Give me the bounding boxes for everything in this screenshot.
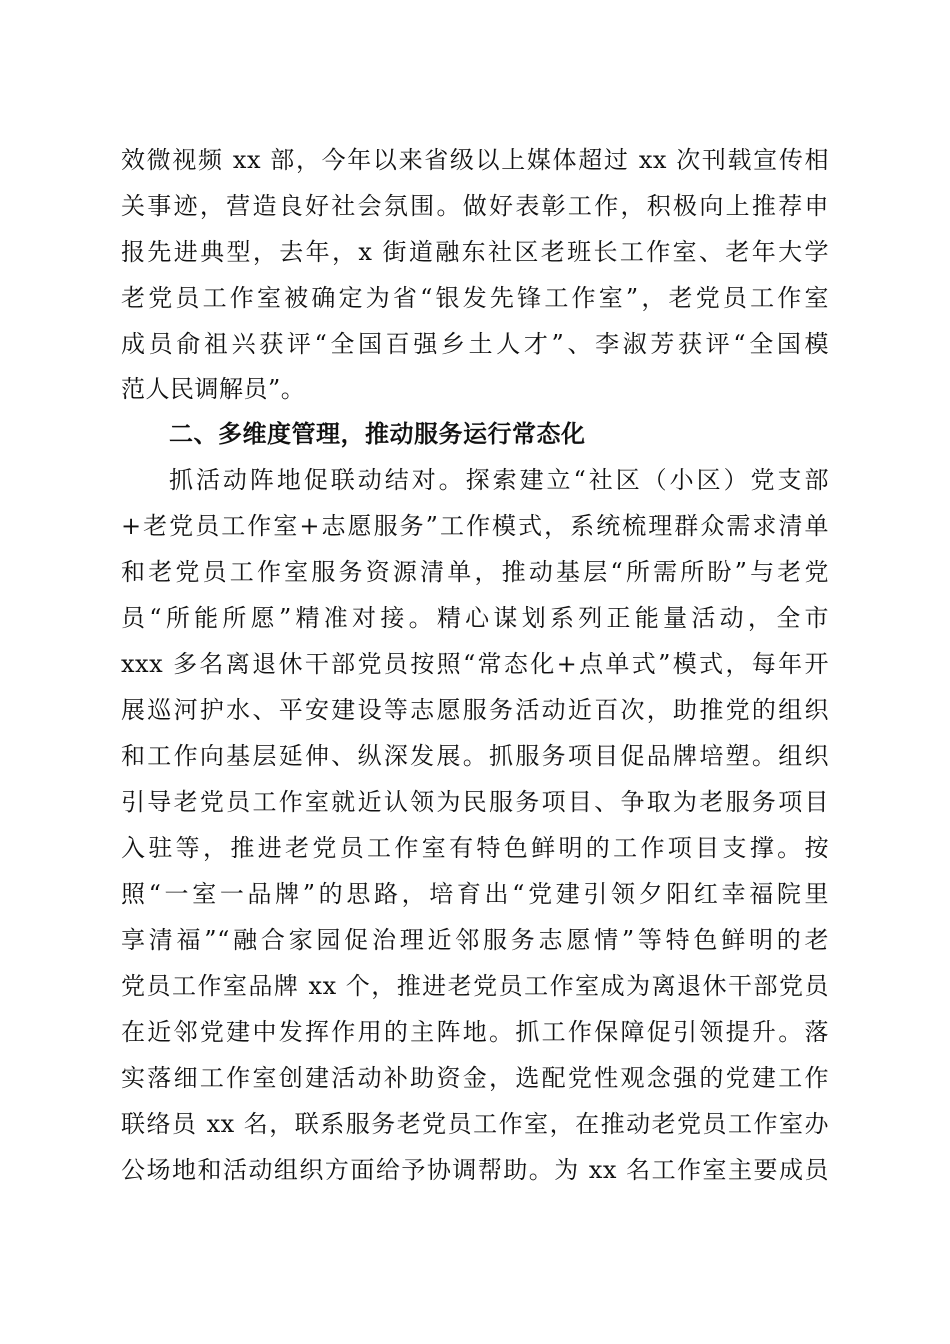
paragraph-line: 照“一室一品牌”的思路，培育出“党建引领夕阳红幸福院里 — [121, 880, 829, 908]
paragraph-line: 联络员 xx 名，联系服务老党员工作室，在推动老党员工作室办 — [121, 1110, 829, 1138]
paragraph-line: 实落细工作室创建活动补助资金，选配党性观念强的党建工作 — [121, 1064, 829, 1092]
paragraph-line: 在近邻党建中发挥作用的主阵地。抓工作保障促引领提升。落 — [121, 1018, 829, 1046]
paragraph-line: +老党员工作室+志愿服务”工作模式，系统梳理群众需求清单 — [121, 512, 829, 540]
paragraph-line: 成员俞祖兴获评“全国百强乡土人才”、李淑芳获评“全国模 — [121, 330, 829, 358]
section-heading: 二、多维度管理，推动服务运行常态化 — [169, 420, 586, 448]
paragraph-line: 享清福”“融合家园促治理近邻服务志愿情”等特色鲜明的老 — [121, 926, 829, 954]
paragraph-line: 报先进典型，去年，x 街道融东社区老班长工作室、老年大学 — [121, 238, 829, 266]
paragraph-line: 范人民调解员”。 — [121, 375, 306, 403]
paragraph-line: 关事迹，营造良好社会氛围。做好表彰工作，积极向上推荐申 — [121, 192, 829, 220]
paragraph-line: 抓活动阵地促联动结对。探索建立“社区（小区）党支部 — [169, 466, 829, 494]
paragraph-line: 引导老党员工作室就近认领为民服务项目、争取为老服务项目 — [121, 788, 829, 816]
paragraph-line: 员“所能所愿”精准对接。精心谋划系列正能量活动，全市 — [121, 604, 829, 632]
paragraph-line: 老党员工作室被确定为省“银发先锋工作室”，老党员工作室 — [121, 284, 829, 312]
paragraph-line: 党员工作室品牌 xx 个，推进老党员工作室成为离退休干部党员 — [121, 972, 829, 1000]
paragraph-line: 公场地和活动组织方面给予协调帮助。为 xx 名工作室主要成员 — [121, 1156, 829, 1184]
paragraph-line: 和老党员工作室服务资源清单，推动基层“所需所盼”与老党 — [121, 558, 829, 586]
paragraph-line: 效微视频 xx 部，今年以来省级以上媒体超过 xx 次刊载宣传相 — [121, 146, 829, 174]
paragraph-line: 和工作向基层延伸、纵深发展。抓服务项目促品牌培塑。组织 — [121, 742, 829, 770]
paragraph-line: 展巡河护水、平安建设等志愿服务活动近百次，助推党的组织 — [121, 696, 829, 724]
paragraph-line: 入驻等，推进老党员工作室有特色鲜明的工作项目支撑。按 — [121, 834, 829, 862]
paragraph-line: xxx 多名离退休干部党员按照“常态化+点单式”模式，每年开 — [121, 650, 829, 678]
